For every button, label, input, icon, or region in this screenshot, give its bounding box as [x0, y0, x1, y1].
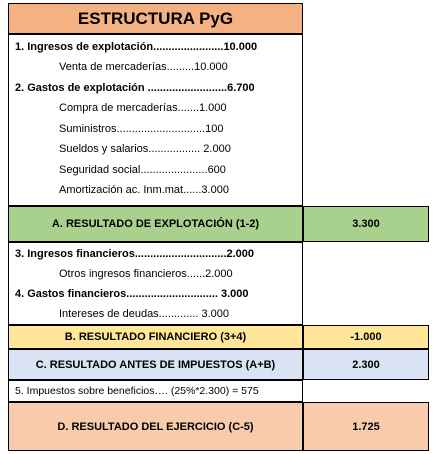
financial-income-item: Otros ingresos financieros......2.000 [59, 268, 233, 280]
financial-income-heading: 3. Ingresos financieros..............................2.000 [15, 248, 255, 260]
result-c-value-cell [303, 349, 429, 380]
result-d-value-cell [303, 402, 429, 451]
result-b-label: B. RESULTADO FINANCIERO (3+4) [64, 331, 247, 343]
result-a-value: 3.300 [352, 218, 380, 230]
pyg-structure-table [8, 3, 429, 451]
financial-section-row [8, 242, 429, 325]
result-b-value: -1.000 [350, 331, 382, 343]
tax-cell [8, 380, 303, 402]
expense-item-depreciation: Amortización ac. Inm.mat......3.000 [59, 184, 229, 196]
income-heading: 1. Ingresos de explotación.......................10.000 [15, 41, 258, 53]
table-title: ESTRUCTURA PyG [77, 8, 234, 28]
result-c-row [8, 349, 429, 380]
result-d-label: D. RESULTADO DEL EJERCICIO (C-5) [57, 420, 254, 433]
expense-item-purchases: Compra de mercaderías.......1.000 [59, 102, 227, 114]
result-a-row [8, 206, 429, 242]
expense-item-social-security: Seguridad social......................600 [59, 164, 226, 176]
title-row [8, 3, 429, 34]
income-item-sales: Venta de mercaderías.........10.000 [59, 61, 228, 73]
result-c-value: 2.300 [352, 358, 380, 371]
title-cell [8, 3, 303, 34]
operating-section-cell [8, 34, 303, 206]
expense-item-supplies: Suministros.............................100 [59, 123, 224, 135]
result-b-row [8, 325, 429, 349]
result-d-value: 1.725 [352, 420, 380, 433]
result-a-value-cell [303, 206, 429, 242]
financial-expenses-item: Intereses de deudas............. 3.000 [59, 308, 229, 320]
tax-text: 5. Impuestos sobre beneficios…. (25%*2.300) = 575 [15, 385, 259, 397]
result-c-label-cell [8, 349, 303, 380]
financial-section-cell [8, 242, 303, 325]
result-a-label-cell [8, 206, 303, 242]
result-c-label: C. RESULTADO ANTES DE IMPUESTOS (A+B) [35, 358, 276, 371]
expenses-heading: 2. Gastos de explotación ..........................6.700 [15, 82, 255, 94]
tax-row [8, 380, 429, 402]
result-a-label: A. RESULTADO DE EXPLOTACIÓN (1-2) [51, 218, 260, 230]
operating-section-row [8, 34, 429, 206]
result-b-value-cell [303, 325, 429, 349]
result-d-label-cell [8, 402, 303, 451]
financial-expenses-heading: 4. Gastos financieros.............................. 3.000 [15, 288, 249, 300]
expense-item-salaries: Sueldos y salarios................. 2.000 [59, 143, 231, 155]
result-b-label-cell [8, 325, 303, 349]
result-d-row [8, 402, 429, 451]
